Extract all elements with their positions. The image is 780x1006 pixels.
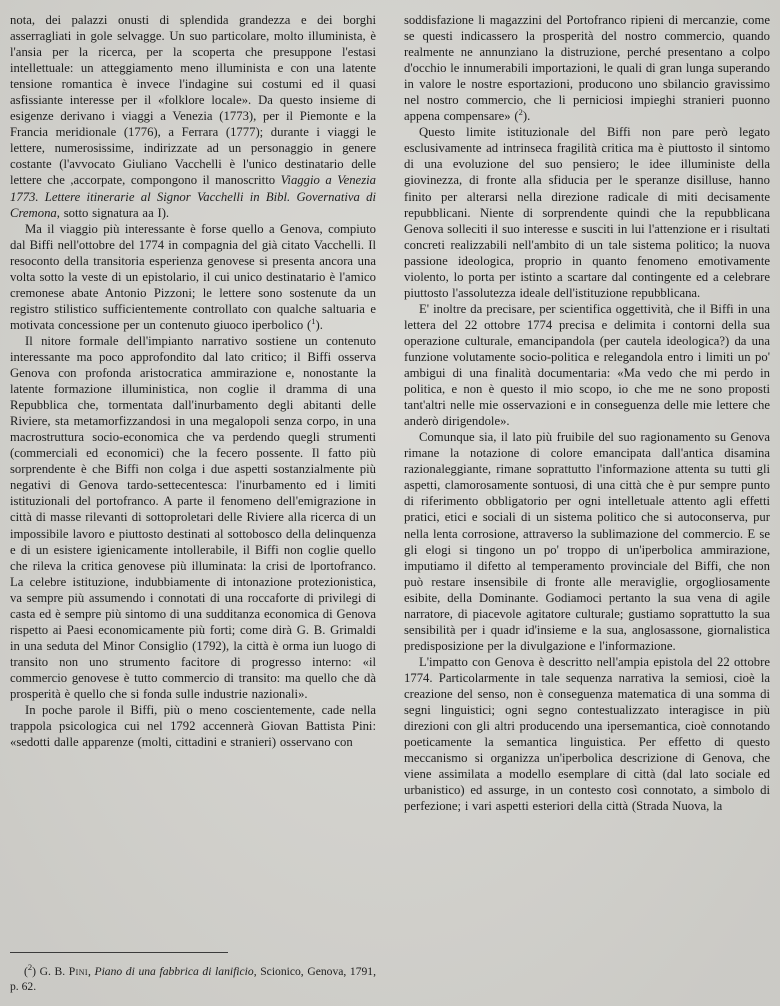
text-run: ). bbox=[522, 109, 531, 124]
column-right-text bbox=[404, 12, 770, 996]
text-run: , sotto signatura aa I). bbox=[56, 205, 170, 220]
text-run: Piano di una fabbrica di lanificio bbox=[94, 965, 254, 978]
paragraph bbox=[10, 702, 376, 750]
text-run: , Scionico, Genova, 1791, p. 62. bbox=[10, 965, 377, 993]
paragraph bbox=[404, 654, 770, 814]
paragraph bbox=[10, 221, 376, 333]
paragraph bbox=[10, 333, 376, 702]
text-column-left bbox=[10, 12, 376, 996]
text-run: In poche parole il Biffi, più o meno coscientemente, cade nella trappola psicologica cui nel 1792 accennerà Giovan Battista Pini: «sedotti dalle apparenze (molti, cittadini e stranieri) osservano con bbox=[10, 703, 376, 750]
text-run: 1 bbox=[311, 315, 316, 326]
text-run: L'impatto con Genova è descritto nell'ampia epistola del 22 ottobre 1774. Particolarmente in tale sequenza narrativa la semiosi, cioè la creazione del senso, non è conseguenza matematica di una somma di segni linguistici; ogni segno contestualizzato interagisce in più direzioni con gli altri producendo una ipersemantica, cioè connotando poeticamente la semantica linguistica. Per effetto di questo meccanismo si organizza un'iperbolica descrizione di Genova, che viene assimilata a modello esemplare di città (dal lato sociale ed urbanistico) ed assurge, in un contesto così connotato, a simbolo di perfezione; i vari aspetti esteriori della città (Strada Nuova, la bbox=[404, 654, 770, 814]
text-run: Questo limite istituzionale del Biffi non pare però legato esclusivamente ad intrinseca fragilità critica ma è piuttosto il sintomo di una evoluzione del suo pensiero; le idee illuministe della giovinezza, di fronte alla sfiducia per le speranze disilluse, hanno finito per alterarsi nella direzione radicale di miti decisamente repubblicani. Niente di sorprendente quindi che la repubblicana Genova solleciti il suo interesse e susciti in lui l'attenzione er i risultati concreti realizzabili nell'ambito di un tale sistema politico; la nuova passione ideologica, proprio in quanto fenomeno emotivamente violento, lo porta per istinto a scartare dal contingente ed a celebrare piuttosto l'assolutezza ideale dell'istituzione repubblicana. bbox=[404, 125, 770, 300]
text-run: , bbox=[87, 965, 95, 978]
text-run: 2 bbox=[518, 107, 523, 118]
text-run: ). bbox=[315, 317, 323, 332]
footnote-divider bbox=[10, 952, 228, 953]
paragraph bbox=[404, 429, 770, 654]
paragraph bbox=[404, 124, 770, 301]
text-run: Comunque sia, il lato più fruibile del suo ragionamento su Genova rimane la notazione di colore emancipata dall'antica disamina razionaleggiante, rimane soprattutto l'informazione attenta su tutti gli aspetti, clamorosamente sontuosi, di una città che è pur sempre punto di riferimento obbligatorio per ogni intelletuale attento agli effetti pratici, etici e sociali di un sistema politico che si autoconserva, pur nella lenta corrosione, attraverso la sublimazione del commercio. E se gli elogi si tingono un po' troppo di un'iperbolica ammirazione, imputiamo il difetto al temperamento provinciale del Biffi, che non può restare insensibile di fronte alle meraviglie, orgogliosamente esibite, della Dominante. Godiamoci pertanto la sua vena di agile narratore, di piacevole agitatore culturale; gustiamo soprattutto la sua sensibilità per i quadr id'insieme e la sua, anglosassone, giornalistica predisposizione per la divulgazione e l'informazione. bbox=[404, 430, 770, 653]
text-run: ) G. B. bbox=[32, 965, 69, 978]
text-run: 2 bbox=[27, 962, 33, 973]
text-run: Viaggio a Venezia 1773. Lettere itinerarie al Signor Vacchelli in Bibl. Governativa di Cremona bbox=[10, 173, 376, 220]
text-run: ( bbox=[24, 965, 28, 978]
footnote bbox=[10, 952, 376, 996]
paragraph bbox=[404, 301, 770, 429]
footnote-text bbox=[10, 962, 377, 994]
paragraph bbox=[10, 12, 376, 221]
column-left-text bbox=[10, 12, 376, 952]
text-run: E' inoltre da precisare, per scientifica oggettività, che il Biffi in una lettera del 22 ottobre 1774 precisa e delimita i contorni della sua operazione culturale, emancipandola (per cautela ideologica?) da una funzione volutamente socio-politica e relegandola entro i limiti un po' ambigui di una finalità documentaria: «Ma vedo che mi perdo in politica, e non è questo il mio scopo, io che me ne sono proposti tant'altri nelle mie osservazioni e in conseguenza delle mie lettere che anderò dirigendole». bbox=[404, 301, 770, 429]
text-run: Il nitore formale dell'impianto narrativo sostiene un contenuto interessante ma poco approfondito dal lato critico; il Biffi osserva Genova con profonda aristocratica ammirazione e, nonostante la latente formazione illuministica, non coglie il dramma di una Repubblica che, tormentata dall'inurbamento degli abitanti delle Riviere, sta metamorfizzandosi in una megalopoli senza corpo, in una macrostruttura socio-economica che va perdendo quegli strumenti (commerciali ed economici) che la fecero possente. Il fatto più sorprendente è che Biffi non colga i due aspetti sostanzialmente più negativi di Genova tardo-settecentesca: l'inurbamento ed i limiti istituzionali del portofranco. A parte il fenomeno dell'emigrazione in città di masse rilevanti di sottoproletari delle Riviere alla ricerca di un impossibile lavoro e piuttosto destinati al sottobosco della delinquenza e di un esistere igienicamente intollerabile, il Biffi non coglie quello che rileva la critica genovese più illuminata: la crisi de lportofranco. La celebre istituzione, indubbiamente di intonazione protezionistica, va sempre più assumendo i connotati di una roccaforte di privilegi di casta ed è sempre più sintomo di una sudditanza economica di Genova rispetto ai Paesi economicamente più forti; come dirà G. B. Grimaldi in una seduta del Minor Consiglio (1792), la città è orma iun luogo di transito non uno strumento facitore di progresso interno: «il commercio genovese è tutto commercio di transito: ma quello che dà prosperità è quello che si fonda sulle industrie nazionali». bbox=[10, 333, 376, 701]
text-column-right bbox=[404, 12, 770, 996]
text-run: Pini bbox=[68, 965, 88, 978]
text-run: Ma il viaggio più interessante è forse quello a Genova, compiuto dal Biffi nell'ottobre del 1774 in compagnia del già citato Vacchelli. Il resoconto della transitoria esperienza genovese si presenta ancora una volta sotto la veste di un epistolario, il cui unico destinatario è l'amico cremonese abate Antonio Pizzoni; le lettere sono sostenute da un registro stilistico sufficientemente controllato con qualche saltuaria e motivata concessione per un contenuto giuoco iperbolico ( bbox=[10, 221, 376, 332]
text-run: nota, dei palazzi onusti di splendida grandezza e dei borghi asserragliati in gole selvagge. Un suo particolare, molto illuminista, è l'ansia per la ricerca, per la scoperta che presuppone l'estasi intellettuale: un atteggiamento meno illuminista e con una latente tensione romantica è invece l'indagine sui costumi ed il quasi asfissiante interesse per il «folklore locale». Da questo insieme di esigenze derivano i viaggi a Venezia (1773), per il Piemonte e la Francia meridionale (1776), a Ferrara (1777); durante i viaggi le lettere, numerosissime, indirizzate ad un personaggio in genere costante (l'avvocato Giuliano Vacchelli è l'unico destinatario delle lettere che ,accorpate, compongono il manoscritto bbox=[10, 13, 376, 188]
text-run: soddisfazione li magazzini del Portofranco ripieni di mercanzie, come se questi indicassero la prosperità del nostro commercio, quando realmente ne annunziano la distruzione, perché presentano a colpo d'occhio le innumerabili importazioni, le quali di gran lunga superando in valore le nostre esportazioni, producono uno sbilancio gravissimo nel nostro commercio, che li perniciosi impieghi stranieri puonno appena compensare» ( bbox=[404, 13, 770, 124]
paragraph bbox=[404, 12, 770, 124]
